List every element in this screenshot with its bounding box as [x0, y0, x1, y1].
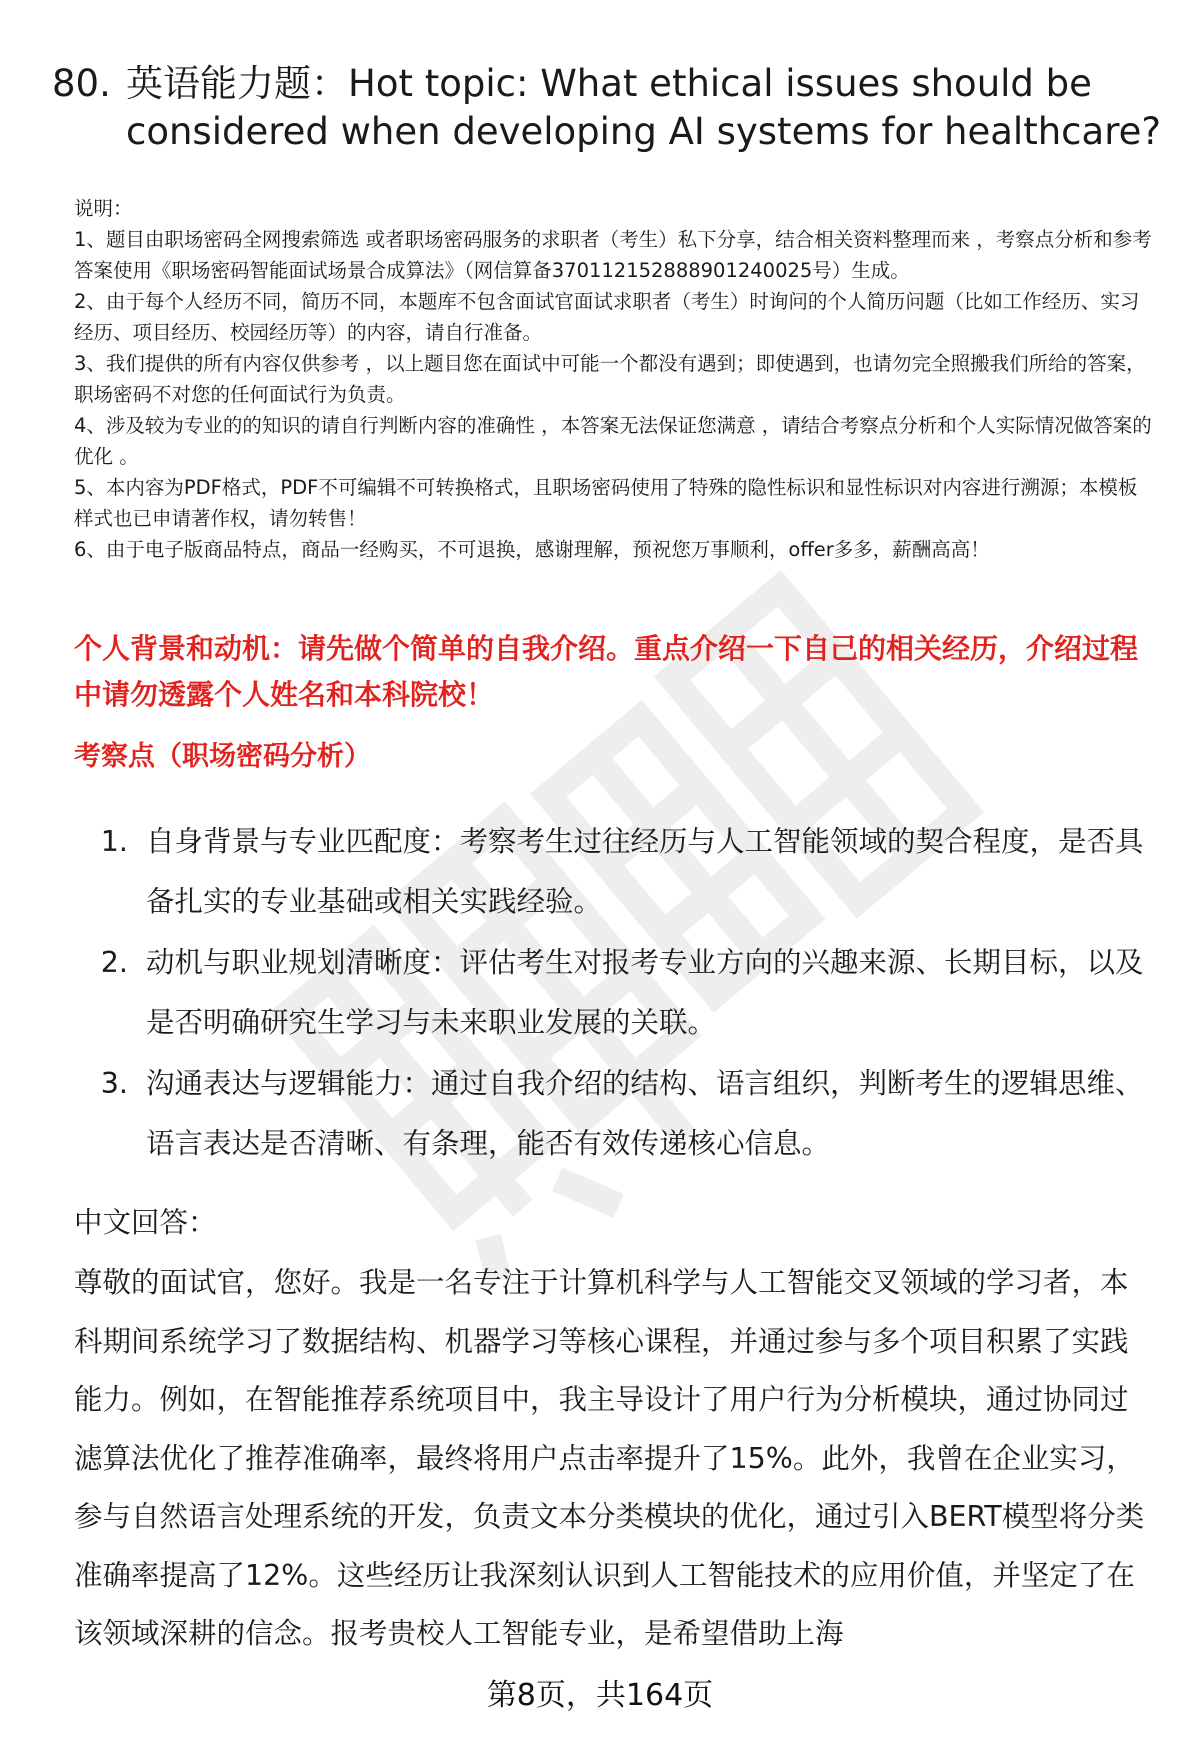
- note-item: 3、我们提供的所有内容仅供参考 ，以上题目您在面试中可能一个都没有遇到；即使遇到，也请勿完全照搬我们所给的答案，职场密码不对您的任何面试行为负责。: [74, 352, 1146, 406]
- exam-points-heading: 考察点（职场密码分析）: [74, 741, 371, 772]
- list-item: [74, 933, 1164, 1053]
- question-title: [52, 60, 1162, 156]
- list-item-number: 2.: [100, 946, 128, 979]
- interview-question: 个人背景和动机：请先做个简单的自我介绍。重点介绍一下自己的相关经历，介绍过程中请勿透露个人姓名和本科院校！: [74, 632, 1139, 711]
- note-item: 4、涉及较为专业的的知识的请自行判断内容的准确性 ，本答案无法保证您满意 ，请结合考察点分析和个人实际情况做答案的优化 。: [74, 414, 1152, 468]
- list-item-text: 动机与职业规划清晰度：评估考生对报考专业方向的兴趣来源、长期目标，以及是否明确研究生学习与未来职业发展的关联。: [146, 946, 1144, 1039]
- list-item-text: 沟通表达与逻辑能力：通过自我介绍的结构、语言组织，判断考生的逻辑思维、语言表达是否清晰、有条理，能否有效传递核心信息。: [146, 1067, 1144, 1160]
- list-item: [74, 1054, 1164, 1174]
- note-item: 2、由于每个人经历不同，简历不同，本题库不包含面试官面试求职者（考生）时询问的个人简历问题（比如工作经历、实习经历、项目经历、校园经历等）的内容，请自行准备。: [74, 290, 1140, 344]
- exam-points-list: [74, 812, 1164, 1175]
- page-footer: 第8页，共164页: [486, 1678, 714, 1713]
- note-item: 5、本内容为PDF格式，PDF不可编辑不可转换格式，且职场密码使用了特殊的隐性标识和显性标识对内容进行溯源；本模板样式也已申请著作权，请勿转售！: [74, 476, 1138, 530]
- notes-heading: 说明：: [74, 197, 133, 220]
- list-item-text: 自身背景与专业匹配度：考察考生过往经历与人工智能领域的契合程度，是否具备扎实的专业基础或相关实践经验。: [146, 825, 1144, 918]
- answer-label: 中文回答：: [74, 1206, 217, 1239]
- question-text: 英语能力题：Hot topic: What ethical issues should be considered when developing AI systems for healthcare?: [126, 62, 1161, 153]
- answer-text: 尊敬的面试官，您好。我是一名专注于计算机科学与人工智能交叉领域的学习者，本科期间系统学习了数据结构、机器学习等核心课程，并通过参与多个项目积累了实践能力。例如，在智能推荐系统项目中，我主导设计了用户行为分析模块，通过协同过滤算法优化了推荐准确率，最终将用户点击率提升了15%。此外，我曾在企业实习，参与自然语言处理系统的开发，负责文本分类模块的优化，通过引入BERT模型将分类准确率提高了12%。这些经历让我深刻认识到人工智能技术的应用价值，并坚定了在该领域深耕的信念。报考贵校人工智能专业，是希望借助上海: [74, 1266, 1145, 1650]
- note-item: 6、由于电子版商品特点，商品一经购买，不可退换，感谢理解，预祝您万事顺利，offer多多，薪酬高高！: [74, 538, 990, 561]
- question-number: 80.: [52, 62, 111, 105]
- list-item-number: 1.: [100, 825, 128, 858]
- list-item: [74, 812, 1164, 932]
- note-item: 1、题目由职场密码全网搜索筛选 或者职场密码服务的求职者（考生）私下分享，结合相关资料整理而来 ，考察点分析和参考答案使用《职场密码智能面试场景合成算法》（网信算备370112152888901240025号）生成。: [74, 228, 1152, 282]
- notes-block: [74, 193, 1154, 565]
- list-item-number: 3.: [100, 1067, 128, 1100]
